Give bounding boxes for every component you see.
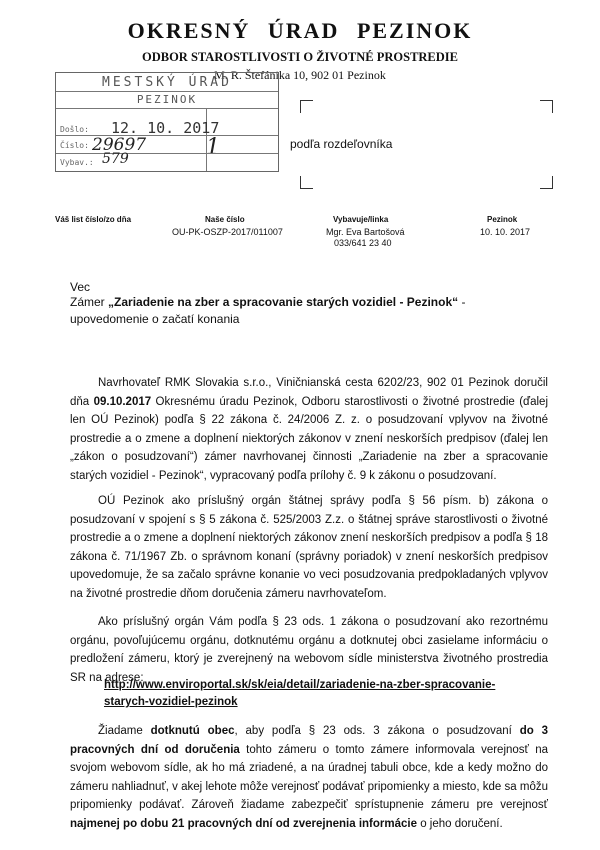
your-letter-label: Váš list číslo/zo dňa xyxy=(55,215,132,224)
p4-deadline: do 3 pracovných dní od doručenia xyxy=(70,725,549,756)
stamp-town: PEZINOK xyxy=(56,93,278,109)
letter-date: 10. 10. 2017 xyxy=(480,227,531,237)
stamp-number-value: 29697 xyxy=(92,135,147,155)
p3-text: Ako príslušný orgán Vám podľa § 23 ods. 1 zákona o posudzovaní ako rezortnému orgánu, povoľujúcemu orgánu, dotknutému orgánu a dotknutej obci zasielame informáciu o predložení zámeru, ktorý je zverejnený na webovom sídle ministerstva životného prostredia SR na adrese: xyxy=(70,616,548,684)
stamp-date-value: 12. 10. 2017 xyxy=(111,119,220,137)
handled-by-phone: 033/641 23 40 xyxy=(334,238,392,248)
p1-text-b: Okresnému úradu Pezinok, Odboru starostlivosti o životné prostredie (ďalej len OÚ Pezinok) podľa § 22 zákona č. 24/2006 Z. z. o posudzovaní vplyvov na životné prostredie a o zmene a doplnení niektorých zákonov v znení neskorších predpisov (ďalej len „zákon o posudzovaní“) zámer navrhovanej činnosti „Zariadenie na zber a spracovanie starých vozidiel - Pezinok“, vypracovaný podľa prílohy č. 9 k zákonu o posudzovaní. xyxy=(70,395,548,482)
stamp-number-label: Číslo: xyxy=(60,141,89,150)
stamp-date-label: Došlo: xyxy=(60,125,89,134)
stamp-attachment-value: 1 xyxy=(206,135,220,160)
office-address: M. R. Štefánika 10, 902 01 Pezinok xyxy=(214,68,386,82)
handled-by-name: Mgr. Eva Bartošová xyxy=(326,227,405,237)
handled-by-label: Vybavuje/linka xyxy=(333,215,389,224)
our-number-label: Naše číslo xyxy=(205,215,245,224)
p4-text-e: tohto zámeru o tomto zámere informovala verejnosť na svojom webovom sídle, ak ho má zriadené, a na úradnej tabuli obce, kde a kedy možno do zámeru nahliadnuť, v akej lehote môže verejnosť podávať pripomienky a miesto, kde sa môžu pripomienky podávať. Zároveň žiadame zabezpečiť sprístupnenie zámeru pre verejnosť xyxy=(70,743,548,811)
office-title: OKRESNÝ ÚRAD PEZINOK xyxy=(127,18,473,43)
enviroportal-link[interactable]: http://www.enviroportal.sk/sk/eia/detail/zariadenie-na-zber-spracovanie-starych-vozidiel-pezinok xyxy=(104,679,496,708)
subject-line xyxy=(70,294,540,328)
address-window-corner xyxy=(540,100,553,113)
paragraph-3 xyxy=(70,613,548,687)
p4-text-c: , aby podľa § 23 ods. 3 zákona o posudzovaní xyxy=(234,725,520,737)
p4-duration: najmenej po dobu 21 pracovných dní od zverejnenia informácie xyxy=(70,817,417,830)
address-window-corner xyxy=(300,100,313,113)
our-number: OU-PK-OSZP-2017/011007 xyxy=(172,227,283,237)
p4-text-a: Žiadame xyxy=(98,725,151,737)
paragraph-4 xyxy=(70,722,548,833)
p2-text: OÚ Pezinok ako príslušný orgán štátnej správy podľa § 56 písm. b) zákona o posudzovaní v spojení s § 5 zákona č. 525/2003 Z.z. o štátnej správe starostlivosti o životné prostredie a o zmene a doplnení niektorých zákonov znení neskorších predpisov a podľa § 18 zákona č. 71/1967 Zb. o správnom konaní (správny poriadok) v znení neskorších predpisov upovedomuje, že sa začalo správne konanie vo veci posudzovania predpokladaných vplyvov na životné prostredie dňom doručenia zámeru navrhovateľom. xyxy=(70,495,548,600)
stamp-row-line xyxy=(56,153,278,154)
place-label: Pezinok xyxy=(487,215,518,224)
subject-label: Vec xyxy=(70,280,91,294)
p4-municipality: dotknutú obec xyxy=(150,725,235,737)
address-window-corner xyxy=(300,176,313,189)
p1-text-a: Navrhovateľ RMK Slovakia s.r.o., Viničnianská cesta 6202/23, 902 01 Pezinok doručil dňa xyxy=(70,377,548,408)
subject-suffix: - upovedomenie o začatí konania xyxy=(70,295,466,326)
address-window-corner xyxy=(540,176,553,189)
p4-text-g: o jeho doručení. xyxy=(417,817,503,830)
paragraph-1 xyxy=(70,374,548,485)
stamp-handling-label: Vybav.: xyxy=(60,158,94,167)
subject-prefix: Zámer xyxy=(70,295,109,309)
paragraph-2 xyxy=(70,492,548,603)
stamp-handling-value: 579 xyxy=(102,151,129,167)
recipient: podľa rozdeľovníka xyxy=(290,137,393,151)
stamp-row-line xyxy=(56,135,278,136)
registry-stamp xyxy=(55,72,279,172)
department-name: ODBOR STAROSTLIVOSTI O ŽIVOTNÉ PROSTREDIE xyxy=(141,50,458,64)
subject-title: „Zariadenie na zber a spracovanie starých vozidiel - Pezinok“ xyxy=(108,295,459,309)
p1-date: 09.10.2017 xyxy=(93,395,152,408)
stamp-office: MESTSKÝ ÚRAD xyxy=(56,75,278,92)
